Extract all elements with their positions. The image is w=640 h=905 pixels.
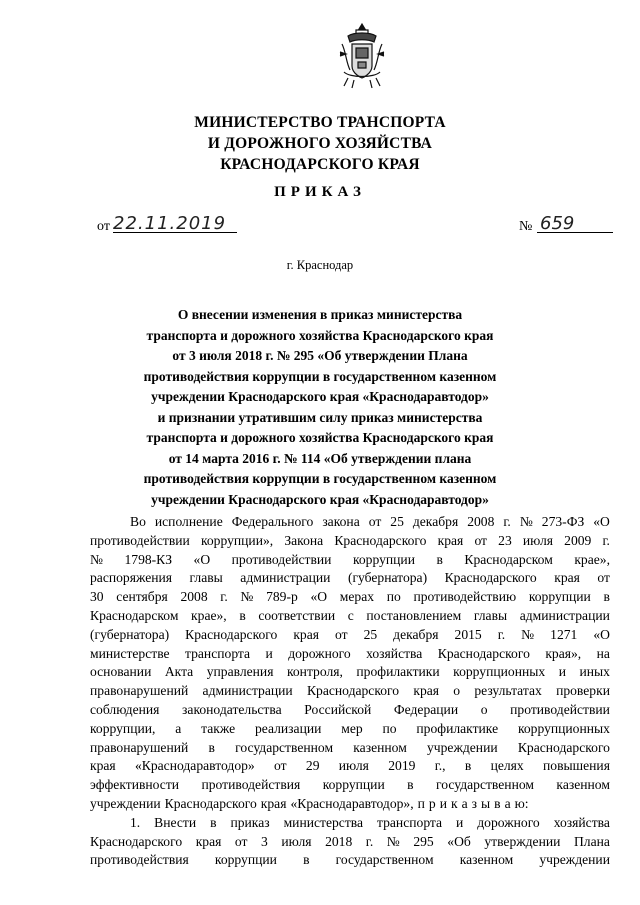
number-underline [537, 232, 613, 233]
body-line: края «Краснодаравтодор» от 29 июля 2019 г., в целях повышения [90, 758, 610, 774]
body-line: эффективности противодействия коррупции в государственном казенном [90, 777, 610, 793]
body-line: Краснодарского края от 3 июля 2018 г. № 295 «Об утверждении Плана [90, 833, 610, 849]
handwritten-number: 659 [540, 213, 575, 234]
subject-line: противодействия коррупции в государственном казенном [143, 471, 497, 486]
subject-line: учреждении Краснодарского края «Краснодаравтодор» [151, 389, 489, 404]
order-subject [0, 305, 640, 510]
date-underline [113, 232, 237, 233]
body-line: коррупции, а также реализации мер по профилактике коррупционных [90, 720, 610, 736]
krasnodar-coat-of-arms-icon [338, 22, 386, 90]
subject-line: и признании утратившим силу приказ министерства [157, 409, 483, 425]
handwritten-date: 22.11.2019 [113, 213, 227, 234]
body-line: министерстве транспорта и дорожного хозяйства Краснодарского края», на [90, 645, 610, 661]
subject-line: транспорта и дорожного хозяйства Краснодарского края [146, 327, 494, 343]
subject-line: противодействия коррупции в государственном казенном [143, 368, 497, 384]
body-line: (губернатора) Краснодарского края от 25 декабря 2015 г. № 1271 «О [90, 626, 610, 642]
number-prefix: № [519, 219, 533, 234]
subject-line: учреждении Краснодарского края «Краснодаравтодор» [151, 491, 489, 507]
city: г. Краснодар [286, 258, 354, 272]
date-prefix: от [97, 219, 110, 234]
body-line: основании Акта управления контроля, профилактики коррупционных и иных [90, 664, 610, 680]
body-line: правонарушений в государственном казенном учреждении Краснодарского [90, 739, 610, 755]
body-line: учреждении Краснодарского края «Краснодаравтодор», п р и к а з ы в а ю: [90, 795, 529, 811]
body-line: распоряжения главы администрации (губернатора) Краснодарского края от [90, 570, 610, 586]
body-line: Краснодарском крае», в соответствии с постановлением главы администрации [90, 607, 610, 623]
ministry-line: МИНИСТЕРСТВО ТРАНСПОРТА [194, 114, 446, 131]
body-line: Во исполнение Федерального закона от 25 декабря 2008 г. № 273-ФЗ «О [130, 514, 610, 529]
body-line: правонарушений администрации Краснодарского края о результатах проверки [90, 683, 610, 699]
body-line: 30 сентября 2008 г. № 789-р «О мерах по противодействию коррупции в [90, 589, 610, 605]
date-number-row [97, 215, 617, 241]
ministry-line: КРАСНОДАРСКОГО КРАЯ [220, 156, 420, 173]
body-line: противодействии коррупции», Закона Краснодарского края от 23 июля 2009 г. [90, 532, 610, 548]
order-body [90, 513, 610, 870]
subject-line: от 14 марта 2016 г. № 114 «Об утверждении плана [168, 450, 472, 466]
body-line: 1. Внести в приказ министерства транспорта и дорожного хозяйства [130, 814, 610, 830]
subject-line: транспорта и дорожного хозяйства Краснодарского края [146, 430, 494, 445]
subject-line: от 3 июля 2018 г. № 295 «Об утверждении Плана [172, 348, 468, 363]
body-line: № 1798-КЗ «О противодействии коррупции в Краснодарском крае», [90, 551, 610, 567]
subject-line: О внесении изменения в приказ министерства [177, 307, 463, 322]
ministry-name [0, 112, 640, 175]
body-line: противодействия коррупции в государственном казенном учреждении [90, 852, 610, 868]
document-type-title: ПРИКАЗ [274, 184, 366, 200]
ministry-line: И ДОРОЖНОГО ХОЗЯЙСТВА [207, 135, 433, 152]
body-line: соблюдения законодательства Российской Федерации о противодействии [90, 701, 610, 717]
